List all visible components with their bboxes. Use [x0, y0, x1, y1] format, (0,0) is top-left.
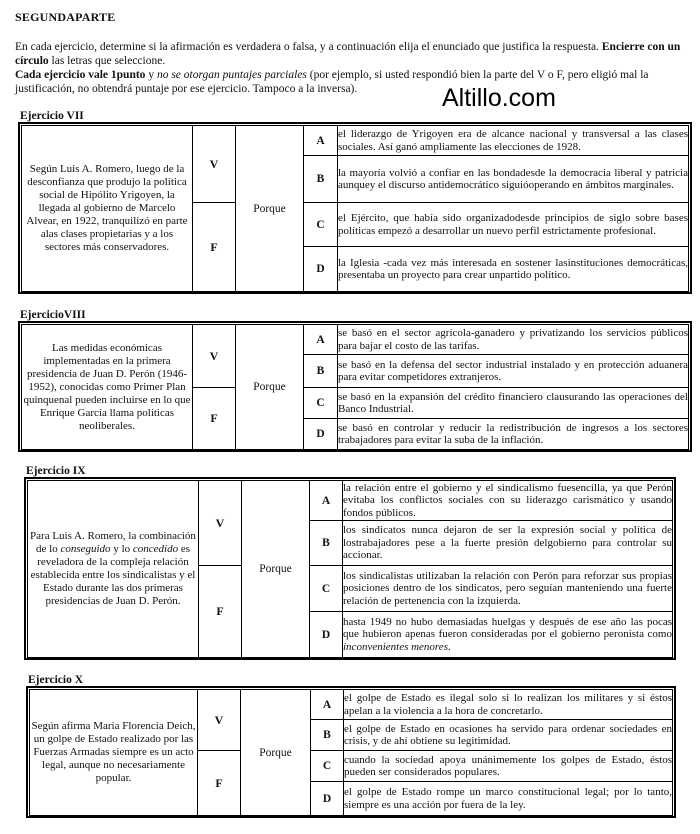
option-text-a: el liderazgo de Yrigoyen era de alcance nacional y transversal a las clases sociales. Así ganó ampliamente las elecciones de 1928. — [338, 126, 689, 156]
option-letter-c[interactable]: C — [304, 388, 338, 419]
exercise-table — [29, 689, 673, 816]
option-letter-b[interactable]: B — [311, 720, 344, 751]
exercise-table — [21, 324, 689, 450]
statement-italic: concedido — [132, 543, 179, 555]
option-text-d: el golpe de Estado rompe un marco constitucional legal; por lo tanto, siempre es una acción por fuera de la ley. — [344, 782, 673, 816]
section-heading: SEGUNDAPARTE — [15, 10, 116, 24]
statement-text: y lo — [110, 543, 133, 555]
exercise-table — [27, 480, 673, 658]
statement — [28, 481, 199, 658]
option-letter-a[interactable]: A — [304, 126, 338, 156]
porque-label: Porque — [236, 325, 304, 450]
true-option[interactable]: V — [199, 481, 242, 566]
option-letter-d[interactable]: D — [310, 612, 343, 658]
instructions — [15, 40, 683, 96]
option-text-a: la relación entre el gobierno y el sindicalismo fuesencilla, ya que Perón evitaba los conflictos sociales con su liderazgo carismático y usando fondos públicos. — [343, 481, 672, 519]
instructions-emphasis: Cada ejercicio vale 1punto — [15, 69, 146, 81]
true-option[interactable]: V — [193, 325, 236, 388]
instructions-text: y — [145, 69, 157, 81]
option-text-b: el golpe de Estado en ocasiones ha servido para ordenar sociedades en crisis, y de ahí obtiene su legitimidad. — [344, 720, 673, 751]
instructions-text: En cada ejercicio, determine si la afirmación es verdadera o falsa, y a continuación elija el enunciado que justifica la respuesta. — [15, 41, 602, 53]
exercise-title: Ejercicio IX — [26, 465, 86, 477]
instructions-italic: no se otorgan puntajes parciales — [156, 69, 307, 81]
option-text-c: cuando la sociedad apoya unánimemente los golpes de Estado, éstos pueden ser considerados populares. — [344, 751, 673, 782]
statement: Las medidas económicas implementadas en la primera presidencia de Juan D. Perón (1946-1952), conocidas como Primer Plan quinquenal pueden incluirse en lo que Enrique García llama políticas neoliberales. — [22, 325, 193, 450]
option-letter-d[interactable]: D — [304, 419, 338, 450]
option-text-b: la mayoría volvió a confiar en las bondadesde la democracia liberal y patricia aunquey el discurso antidemocrático siguióoperando en ámbitos marginales. — [338, 156, 689, 203]
option-letter-a[interactable]: A — [311, 690, 344, 720]
statement: Según Luis A. Romero, luego de la desconfianza que produjo la política social de Hipólito Yrigoyen, la llegada al gobierno de Marcelo Alvear, en 1922, tranquilizó en parte alas clases propietarias y a los sectores más conservadores. — [22, 126, 193, 292]
exercise-title: Ejercicio X — [28, 674, 84, 686]
exercise-table — [21, 125, 689, 292]
option-text-b: se basó en la defensa del sector industrial instalado y en protección aduanera para evitar competidores extranjeros. — [338, 355, 689, 388]
watermark: Altillo.com — [442, 84, 556, 112]
instructions-emphasis: Encierre con un círculo — [15, 41, 681, 67]
option-letter-b[interactable]: B — [304, 156, 338, 203]
option-text-a: se basó en el sector agrícola-ganadero y privatizando los servicios públicos para bajar el costo de las tarifas. — [338, 325, 689, 355]
option-letter-a[interactable]: A — [310, 481, 343, 521]
statement-text: Para Luis A. Romero, la combinación de lo — [30, 530, 196, 555]
option-text-b: los sindicatos nunca dejaron de ser la expresión social y política de lostrabajadores pese a la fuerte presión delgobierno para controlar su accionar. — [343, 521, 673, 566]
option-text-italic: inconvenientes menores — [343, 640, 448, 653]
instructions-text: las letras que seleccione. — [48, 55, 166, 67]
option-text-a: el golpe de Estado es ilegal solo si lo realizan los militares y si éstos apelan a la violencia a la hora de concretarlo. — [344, 690, 673, 720]
false-option[interactable]: F — [198, 751, 241, 816]
option-letter-d[interactable]: D — [311, 782, 344, 816]
exercise-title: Ejercicio VII — [20, 110, 84, 122]
statement-italic: conseguido — [60, 543, 111, 555]
false-option[interactable]: F — [193, 388, 236, 450]
option-letter-d[interactable]: D — [304, 247, 338, 292]
porque-label: Porque — [241, 690, 311, 816]
false-option[interactable]: F — [193, 203, 236, 292]
option-letter-b[interactable]: B — [304, 355, 338, 388]
statement-text: es reveladora de la compleja relación establecida entre los sindicalistas y el Estado durante las dos primeras presidencias de Juan D. Perón. — [30, 543, 196, 607]
false-option[interactable]: F — [199, 566, 242, 658]
statement: Según afirma María Florencia Deich, un golpe de Estado realizado por las Fuerzas Armadas siempre es un acto legal, aunque no necesariamente popular. — [30, 690, 198, 816]
option-text-c: se basó en la expansión del crédito financiero clausurando las operaciones del Banco Industrial. — [338, 388, 689, 419]
porque-label: Porque — [236, 126, 304, 292]
option-text: hasta 1949 no hubo demasiadas huelgas y después de ese año las pocas que hubieron apenas fueron consideradas por el gobierno peronista como — [343, 615, 672, 641]
option-letter-c[interactable]: C — [304, 203, 338, 247]
true-option[interactable]: V — [198, 690, 241, 751]
option-letter-c[interactable]: C — [311, 751, 344, 782]
option-letter-a[interactable]: A — [304, 325, 338, 355]
option-text-d: la Iglesia -cada vez más interesada en sostener lasinstituciones democráticas, presentaba un proyecto para crear unpartido político. — [338, 247, 689, 292]
option-text-c: el Ejército, que había sido organizadodesde principios de siglo sobre bases políticas empezó a desarrollar un nuevo perfil estrictamente profesional. — [338, 203, 689, 247]
option-text-c: los sindicalistas utilizaban la relación con Perón para reforzar sus propias posiciones dentro de los sindicatos, pero seguían manteniendo una fuerte relación de pertenencia con la izquierda. — [343, 566, 673, 612]
option-letter-c[interactable]: C — [310, 566, 343, 612]
option-text: . — [447, 640, 451, 653]
option-text-d — [343, 612, 673, 658]
true-option[interactable]: V — [193, 126, 236, 203]
option-letter-b[interactable]: B — [310, 521, 343, 566]
exercise-title: EjercicioVIII — [20, 309, 86, 321]
instructions-text: (por ejemplo, si usted respondió bien la parte del V o F, pero eligió mal la justificación, no obtendrá puntaje por ese ejercicio. Tampoco a la inversa). — [15, 69, 649, 95]
porque-label: Porque — [242, 481, 310, 658]
option-text-d: se basó en controlar y reducir la redistribución de ingresos a los sectores trabajadores para evitar la suba de la inflación. — [338, 419, 689, 450]
